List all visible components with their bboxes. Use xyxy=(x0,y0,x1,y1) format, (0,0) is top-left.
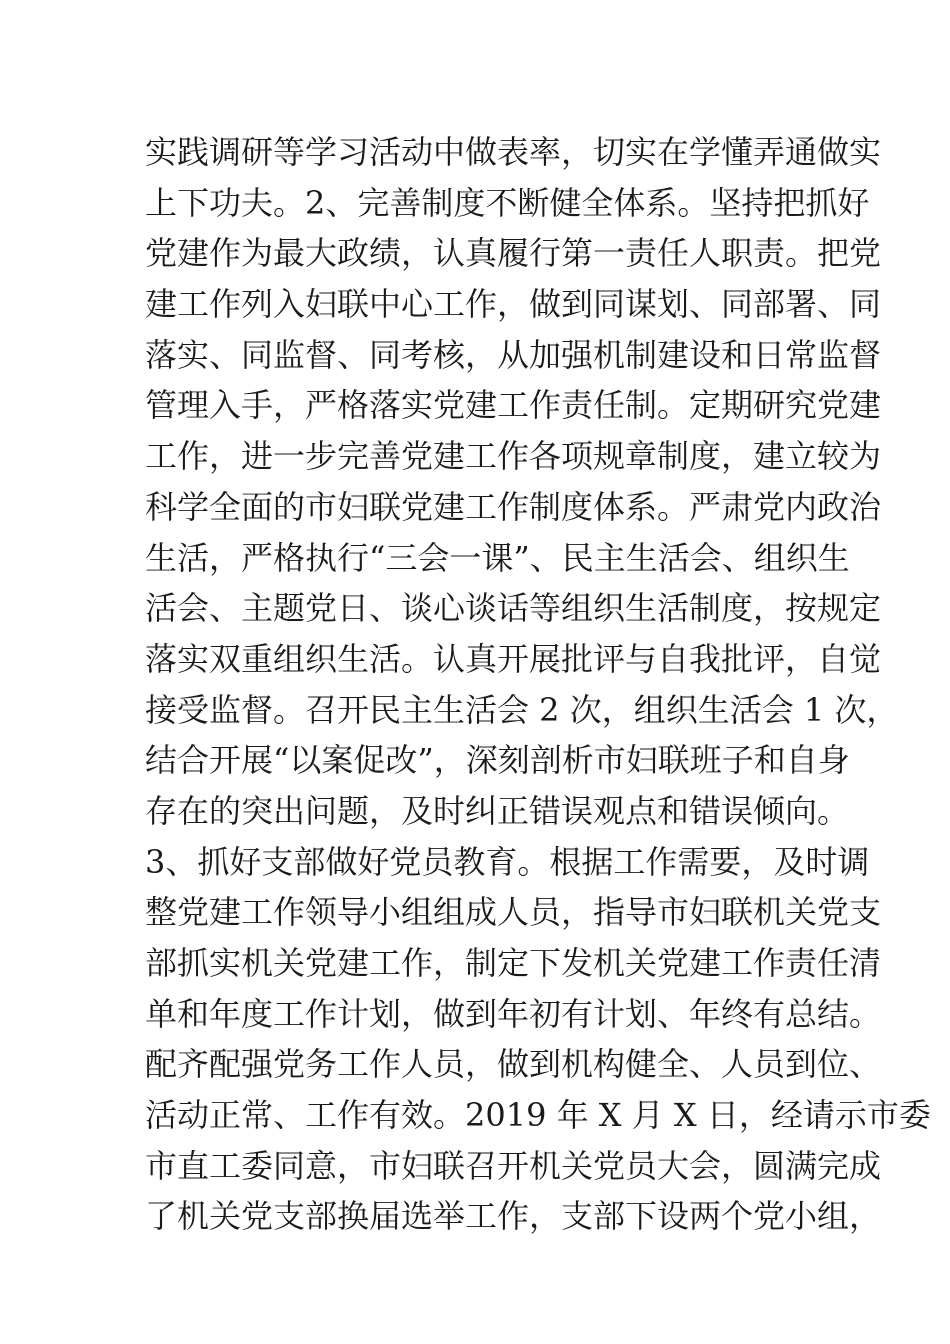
body-text xyxy=(145,127,931,1242)
text-line: 活动正常、工作有效。2019 年 X 月 X 日，经请示市委 xyxy=(145,1096,931,1135)
text-line: 部抓实机关党建工作，制定下发机关党建工作责任清 xyxy=(145,944,882,982)
text-line: 整党建工作领导小组组成人员，指导市妇联机关党支 xyxy=(145,893,882,932)
text-line: 落实、同监督、同考核，从加强机制建设和日常监督 xyxy=(145,335,882,374)
text-line: 单和年度工作计划，做到年初有计划、年终有总结。 xyxy=(145,994,882,1033)
text-line: 3、抓好支部做好党员教育。根据工作需要，及时调 xyxy=(145,842,870,881)
text-line: 配齐配强党务工作人员，做到机构健全、人员到位、 xyxy=(145,1045,882,1084)
text-line: 生活，严格执行“三会一课”、民主生活会、组织生 xyxy=(145,538,850,577)
text-line: 管理入手，严格落实党建工作责任制。定期研究党建 xyxy=(145,386,882,425)
text-line: 结合开展“以案促改”，深刻剖析市妇联班子和自身 xyxy=(145,741,850,780)
text-line: 落实双重组织生活。认真开展批评与自我批评，自觉 xyxy=(145,639,882,678)
text-line: 建工作列入妇联中心工作，做到同谋划、同部署、同 xyxy=(145,285,882,324)
text-line: 活会、主题党日、谈心谈话等组织生活制度，按规定 xyxy=(145,589,882,628)
text-line: 存在的突出问题，及时纠正错误观点和错误倾向。 xyxy=(145,791,850,830)
text-line: 上下功夫。2、完善制度不断健全体系。坚持把抓好 xyxy=(145,183,870,222)
text-line: 工作，进一步完善党建工作各项规章制度，建立较为 xyxy=(145,437,882,476)
text-line: 科学全面的市妇联党建工作制度体系。严肃党内政治 xyxy=(145,487,882,526)
text-line: 实践调研等学习活动中做表率，切实在学懂弄通做实 xyxy=(145,133,882,171)
text-line: 市直工委同意，市妇联召开机关党员大会，圆满完成 xyxy=(145,1146,882,1185)
text-line: 党建作为最大政绩，认真履行第一责任人职责。把党 xyxy=(145,234,882,273)
text-line: 接受监督。召开民主生活会 2 次，组织生活会 1 次， xyxy=(145,690,899,729)
text-line: 了机关党支部换届选举工作，支部下设两个党小组， xyxy=(145,1197,882,1236)
